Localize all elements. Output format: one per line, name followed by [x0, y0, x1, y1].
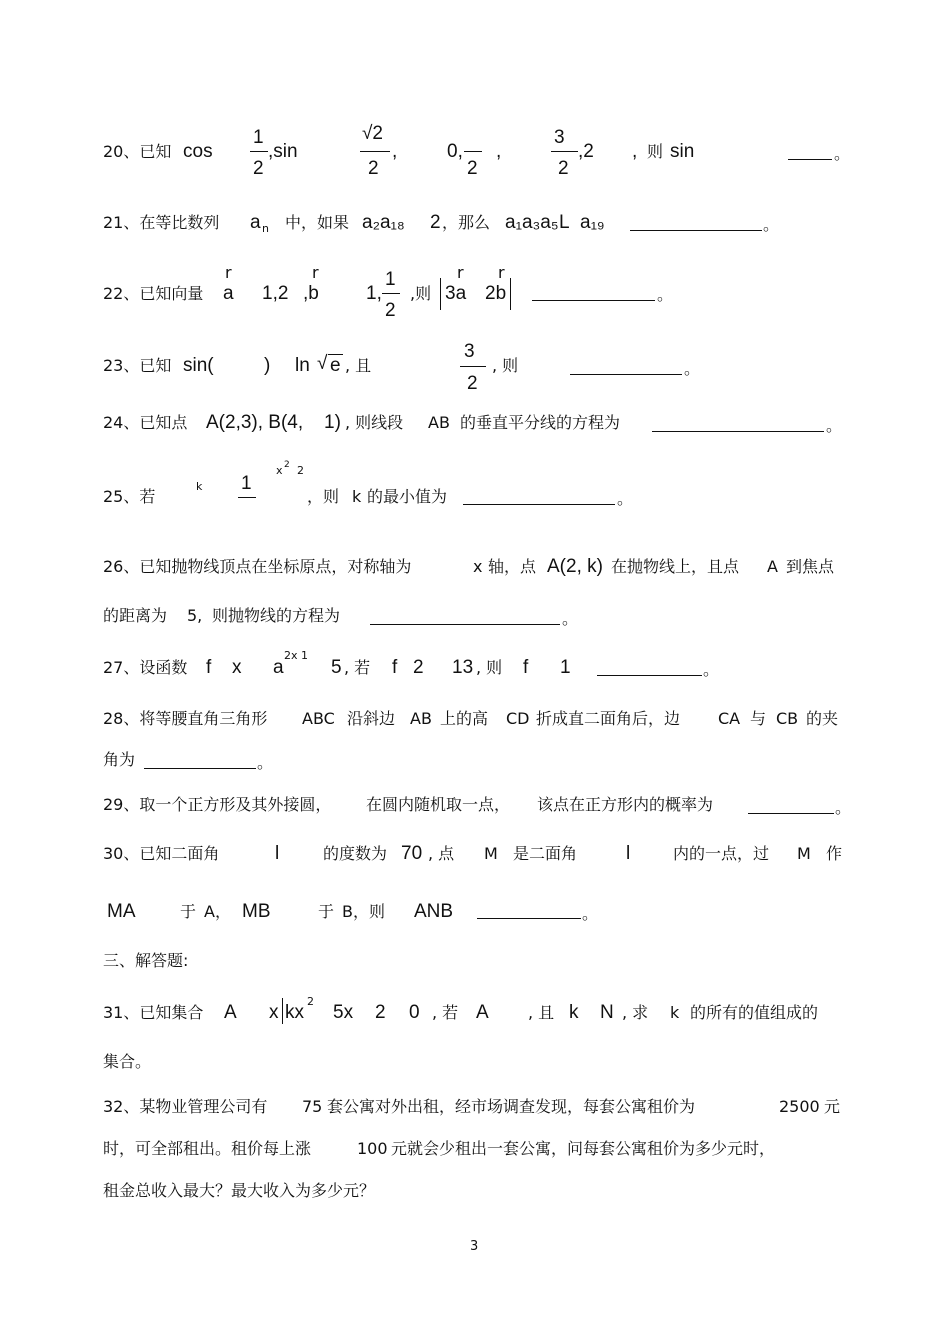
q20-frac1-den: 2 — [253, 158, 264, 179]
q25-then: ，则 — [307, 487, 340, 506]
q20-end: 。 — [834, 144, 851, 163]
page-number: 3 — [470, 1239, 479, 1254]
q31-b: , 求 — [622, 1003, 649, 1022]
q25-answer-blank[interactable] — [463, 504, 615, 505]
q23-qie: , 且 — [345, 356, 372, 375]
q28-cd: CD — [506, 709, 530, 728]
q25-k2: k — [352, 487, 362, 506]
q32-n100: 100 — [357, 1139, 388, 1158]
q20-frac4-den: 2 — [558, 158, 569, 179]
q30-end: 。 — [582, 904, 599, 923]
q20-then: 则 — [647, 142, 664, 161]
q28-ca: CA — [718, 709, 741, 728]
q26-answer-blank[interactable] — [370, 624, 560, 625]
q27-five: 5 — [331, 657, 342, 678]
q28-cb: CB — [776, 709, 799, 728]
q24-rest: 的垂直平分线的方程为 — [460, 413, 621, 432]
q31-k2: k — [670, 1003, 680, 1022]
q28-end: 。 — [257, 753, 274, 772]
q31-set-5x: 5x — [333, 1002, 354, 1023]
q31-set-sq: 2 — [307, 995, 314, 1008]
q26-line1-a: 26、已知抛物线顶点在坐标原点，对称轴为 — [103, 557, 412, 576]
q22-b: ,b — [303, 283, 319, 304]
q23-then: , 则 — [492, 356, 519, 375]
q31-set-x: x — [269, 1002, 279, 1023]
q25-rest: 的最小值为 — [367, 487, 448, 506]
q29-part-b: 在圆内随机取一点， — [366, 795, 511, 814]
q27-then: , 则 — [476, 658, 503, 677]
q30-M: M — [484, 844, 498, 863]
q22-then: ,则 — [410, 284, 432, 303]
q23-radicand: e — [330, 355, 341, 376]
q26-line2-b: 则抛物线的方程为 — [212, 606, 341, 625]
q27-answer-blank[interactable] — [597, 675, 702, 676]
q30-l2: l — [626, 843, 631, 864]
q22-arrow-2b: r — [498, 263, 505, 282]
q30-A: A， — [204, 902, 231, 921]
q22-a: a — [223, 283, 234, 304]
q29-part-a: 29、取一个正方形及其外接圆， — [103, 795, 332, 814]
q32-line3: 租金总收入最大？最大收入为多少元？ — [103, 1181, 376, 1200]
q20-frac4-bar — [551, 151, 578, 152]
q23-paren: ) — [264, 355, 271, 376]
q28-line1-a: 28、将等腰直角三角形 — [103, 709, 268, 728]
q30-l1: l — [275, 843, 280, 864]
q22-abs-left — [440, 278, 441, 310]
q31-line2: 集合。 — [103, 1052, 152, 1071]
q32-yuan: 元 — [824, 1097, 841, 1116]
q29-end: 。 — [835, 798, 852, 817]
q31-A2: A — [476, 1002, 489, 1023]
q30-e: 作 — [826, 844, 843, 863]
q31-N: N — [600, 1002, 614, 1023]
q29-part-c: 该点在正方形内的概率为 — [537, 795, 714, 814]
q32-line2-a: 时，可全部租出。租价每上涨 — [103, 1139, 312, 1158]
q26-line1-d: 到焦点 — [786, 557, 835, 576]
q22-arrow-a: r — [225, 263, 232, 282]
q21-L: L — [559, 212, 570, 233]
q23-frac-bar — [460, 366, 486, 367]
q32-line2-b: 元就会少租出一套公寓，问每套公寓租价为多少元时， — [391, 1139, 776, 1158]
q20-label: 20、已知 — [103, 142, 172, 161]
q24-points-2: 1) — [324, 412, 341, 433]
q25-frac-num: 1 — [241, 473, 252, 494]
q20-frac1-bar — [250, 151, 268, 152]
q20-frac3-den: 2 — [467, 158, 478, 179]
q28-abc: ABC — [302, 709, 335, 728]
q24-label: 24、已知点 — [103, 413, 188, 432]
q27-exp: 2x 1 — [284, 649, 309, 662]
q22-answer-blank[interactable] — [532, 300, 655, 301]
q22-arrow-3a: r — [457, 263, 464, 282]
q30-ANB: ANB — [414, 901, 454, 922]
q20-frac2-bar — [360, 151, 390, 152]
q25-exp-2: 2 — [297, 464, 304, 477]
q31-set-bar — [282, 998, 283, 1024]
q22-end: 。 — [657, 285, 674, 304]
q32-n75: 75 — [302, 1097, 323, 1116]
q27-if: , 若 — [344, 658, 371, 677]
q23-end: 。 — [684, 359, 701, 378]
q22-expr-3a: 3a — [445, 283, 467, 304]
q30-d: 内的一点，过 — [673, 844, 770, 863]
q25-frac-bar — [238, 497, 256, 498]
q26-line2-a: 的距离为 — [103, 606, 168, 625]
q25-exp-x: x — [276, 464, 283, 477]
q30-deg: 70 — [401, 843, 423, 864]
q23-label: 23、已知 — [103, 356, 172, 375]
q26-end: 。 — [562, 609, 579, 628]
q25-label: 25、若 — [103, 487, 156, 506]
q20-frac2-num: √2 — [362, 123, 383, 144]
q23-frac-num: 3 — [464, 341, 475, 362]
q20-sin-a: ,sin — [268, 141, 298, 162]
q32-n2500: 2500 — [779, 1097, 820, 1116]
q25-k: k — [196, 480, 203, 493]
q20-answer-blank[interactable] — [788, 159, 832, 160]
q20-zero: 0, — [447, 141, 463, 162]
q20-frac4-num: 3 — [554, 127, 565, 148]
q30-deg-text: 的度数为 — [323, 844, 388, 863]
q28-line2: 角为 — [103, 750, 136, 769]
q27-a: a — [273, 657, 284, 678]
q22-arrow-b: r — [312, 263, 319, 282]
q28-yu: 与 — [750, 709, 767, 728]
q30-MA: MA — [107, 901, 136, 922]
q21-label: 21、在等比数列 — [103, 213, 220, 232]
q24-then: , 则线段 — [345, 413, 404, 432]
q24-answer-blank[interactable] — [652, 431, 824, 432]
q27-f3: f — [523, 657, 529, 678]
q24-end: 。 — [826, 416, 843, 435]
q31-label: 31、已知集合 — [103, 1003, 204, 1022]
q24-ab: AB — [428, 413, 450, 432]
q22-frac-den: 2 — [385, 300, 396, 321]
q23-frac-den: 2 — [467, 373, 478, 394]
q23-sin: sin( — [183, 355, 214, 376]
q27-label: 27、设函数 — [103, 658, 188, 677]
q23-ln: ln — [295, 355, 310, 376]
q28-answer-blank[interactable] — [144, 768, 256, 769]
q23-sqrt-sign: √ — [317, 353, 328, 374]
q20-two: ,2 — [578, 141, 594, 162]
q28-ab: AB — [410, 709, 432, 728]
q28-line1-d: 折成直二面角后，边 — [536, 709, 681, 728]
q22-expr-2b: 2b — [485, 283, 507, 304]
q20-comma3: , — [632, 141, 638, 162]
q30-dot: , 点 — [428, 844, 455, 863]
q30-c: 是二面角 — [513, 844, 578, 863]
q31-c: 的所有的值组成的 — [690, 1003, 819, 1022]
q22-frac-num: 1 — [385, 269, 396, 290]
q21-an: a — [250, 212, 261, 233]
q30-f: 于 — [180, 902, 197, 921]
q32-line1-b: 套公寓对外出租，经市场调查发现，每套公寓租价为 — [327, 1097, 696, 1116]
q22-v2: 1, — [366, 283, 382, 304]
q20-comma2: , — [496, 141, 502, 162]
q26-line1-b: 轴，点 — [488, 557, 537, 576]
q31-set-0: 0 — [409, 1002, 420, 1023]
q22-frac-bar — [382, 293, 400, 294]
q25-exp-sq: 2 — [284, 460, 290, 470]
q31-A: A — [224, 1002, 237, 1023]
q29-answer-blank[interactable] — [748, 813, 834, 814]
q28-line1-b: 沿斜边 — [347, 709, 396, 728]
q24-points: A(2,3), B(4, — [206, 412, 304, 433]
q31-and: , 且 — [528, 1003, 555, 1022]
q22-v1: 1,2 — [262, 283, 289, 304]
q23-answer-blank[interactable] — [570, 374, 682, 375]
q27-val: 13 — [452, 657, 474, 678]
q20-frac1-num: 1 — [253, 127, 264, 148]
q30-g: 于 — [318, 902, 335, 921]
q30-M2: M — [797, 844, 811, 863]
q30-B: B，则 — [342, 902, 385, 921]
q31-set-2: 2 — [375, 1002, 386, 1023]
q31-set-kx: kx — [285, 1002, 304, 1023]
q26-A: A — [767, 557, 778, 576]
q27-x: x — [232, 657, 242, 678]
q21-answer-blank[interactable] — [630, 230, 762, 231]
q27-end: 。 — [703, 660, 720, 679]
q31-if: , 若 — [432, 1003, 459, 1022]
q26-point: A(2, k) — [547, 556, 603, 577]
q27-one: 1 — [560, 657, 571, 678]
q22-label: 22、已知向量 — [103, 284, 204, 303]
q21-an-sub: n — [262, 222, 269, 235]
q27-two: 2 — [413, 657, 424, 678]
q28-line1-e: 的夹 — [806, 709, 839, 728]
q21-then: ，那么 — [442, 213, 491, 232]
q30-MB: MB — [242, 901, 271, 922]
q21-two: 2 — [430, 212, 441, 233]
q31-k: k — [569, 1002, 579, 1023]
q21-a19: a₁₉ — [580, 212, 605, 233]
q20-comma1: , — [392, 141, 398, 162]
section-heading: 三、解答题: — [103, 951, 189, 970]
q28-line1-c: 上的高 — [440, 709, 489, 728]
q32-line1-a: 32、某物业管理公司有 — [103, 1097, 268, 1116]
q26-line1-c: 在抛物线上，且点 — [611, 557, 740, 576]
q26-x: x — [473, 557, 483, 576]
q20-frac3-bar — [464, 151, 482, 152]
q20-frac2-den: 2 — [368, 158, 379, 179]
q21-a2a18: a₂a₁₈ — [362, 212, 405, 233]
q20-sin-b: sin — [670, 141, 695, 162]
q26-five: 5, — [187, 606, 203, 625]
q30-label: 30、已知二面角 — [103, 844, 220, 863]
q27-f2: f — [392, 657, 398, 678]
q21-prod: a₁a₃a₅ — [505, 212, 559, 233]
q30-answer-blank[interactable] — [477, 918, 581, 919]
q25-end: 。 — [617, 489, 634, 508]
q21-end: 。 — [763, 215, 780, 234]
q21-mid: 中，如果 — [285, 213, 350, 232]
q27-f: f — [206, 657, 212, 678]
q20-cos: cos — [183, 141, 213, 162]
q22-abs-right — [510, 278, 511, 310]
